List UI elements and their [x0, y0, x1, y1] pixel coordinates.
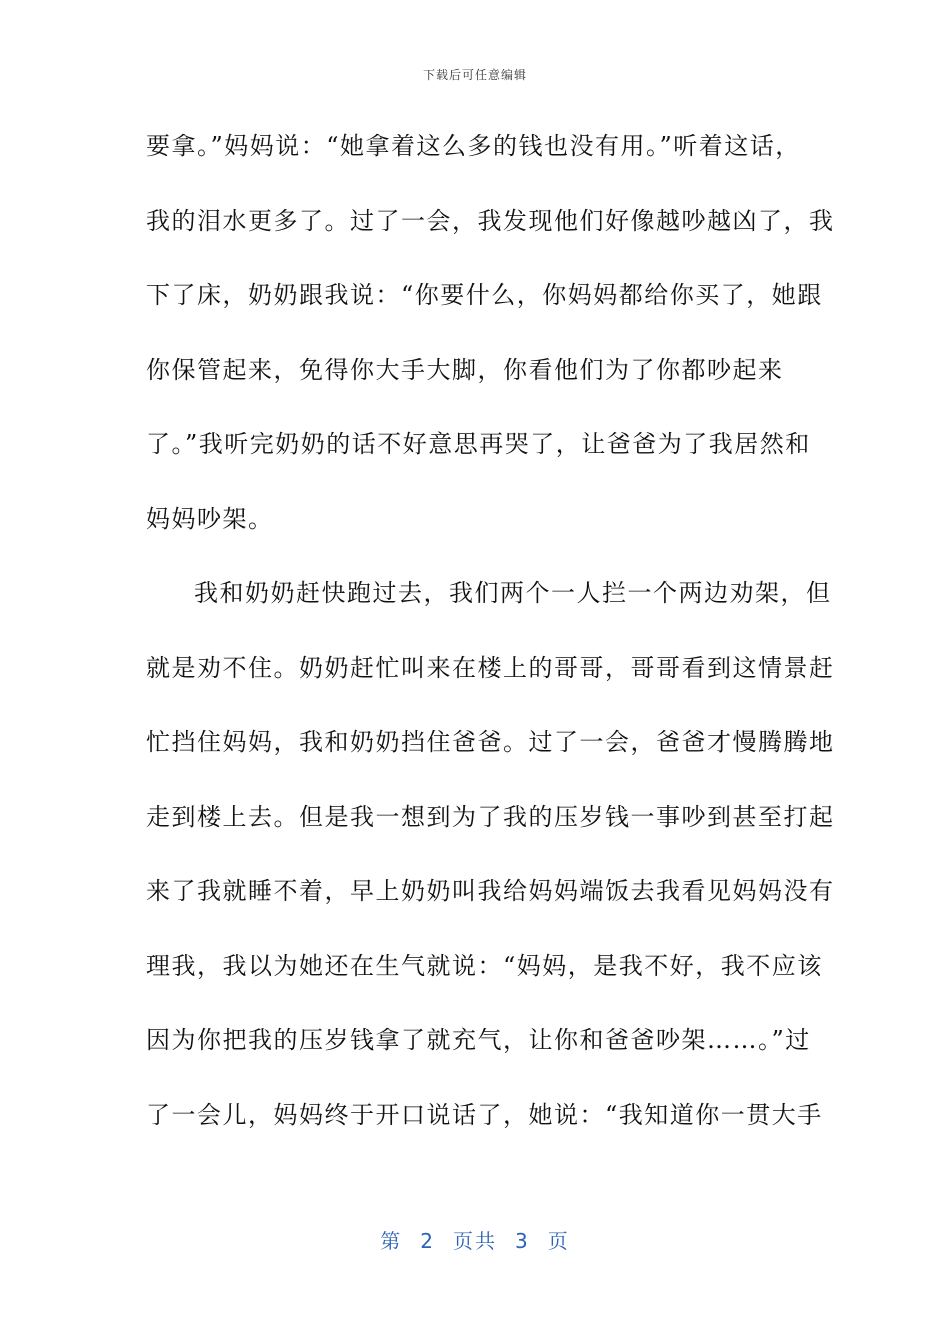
page-header: 下载后可任意编辑: [422, 68, 527, 82]
text-line: 来了我就睡不着，早上奶奶叫我给妈妈端饭去我看见妈妈没有: [146, 877, 835, 905]
text-line: 走到楼上去。但是我一想到为了我的压岁钱一事吵到甚至打起: [146, 802, 835, 831]
current-page-number: 2: [420, 1229, 435, 1253]
text-line: 你保管起来，免得你大手大脚，你看他们为了你都吵起来: [146, 355, 784, 384]
footer-prefix: 第: [380, 1229, 403, 1253]
text-line: 我和奶奶赶快跑过去，我们两个一人拦一个两边劝架，但: [194, 579, 832, 607]
footer-middle: 页共: [453, 1229, 497, 1253]
page-footer: [0, 1225, 950, 1254]
document-body: [146, 122, 835, 1165]
text-line: 理我，我以为她还在生气就说：“妈妈，是我不好，我不应该: [146, 951, 823, 980]
text-line: 了一会儿，妈妈终于开口说话了，她说：“我知道你一贯大手: [146, 1100, 823, 1129]
footer-suffix: 页: [547, 1229, 570, 1253]
text-line: 妈妈吵架。: [146, 504, 274, 533]
text-line: 我的泪水更多了。过了一会，我发现他们好像越吵越凶了，我: [146, 206, 835, 235]
text-line: 就是劝不住。奶奶赶忙叫来在楼上的哥哥，哥哥看到这情景赶: [146, 653, 835, 682]
total-page-number: 3: [515, 1229, 530, 1253]
text-line: 下了床，奶奶跟我说：“你要什么，你妈妈都给你买了，她跟: [146, 281, 823, 309]
text-line: 要拿。”妈妈说：“她拿着这么多的钱也没有用。”听着这话，: [146, 132, 801, 160]
text-line: 了。”我听完奶奶的话不好意思再哭了，让爸爸为了我居然和: [146, 430, 811, 458]
text-line: 因为你把我的压岁钱拿了就充气，让你和爸爸吵架……。”过: [146, 1026, 811, 1054]
text-line: 忙挡住妈妈，我和奶奶挡住爸爸。过了一会，爸爸才慢腾腾地: [146, 728, 835, 756]
